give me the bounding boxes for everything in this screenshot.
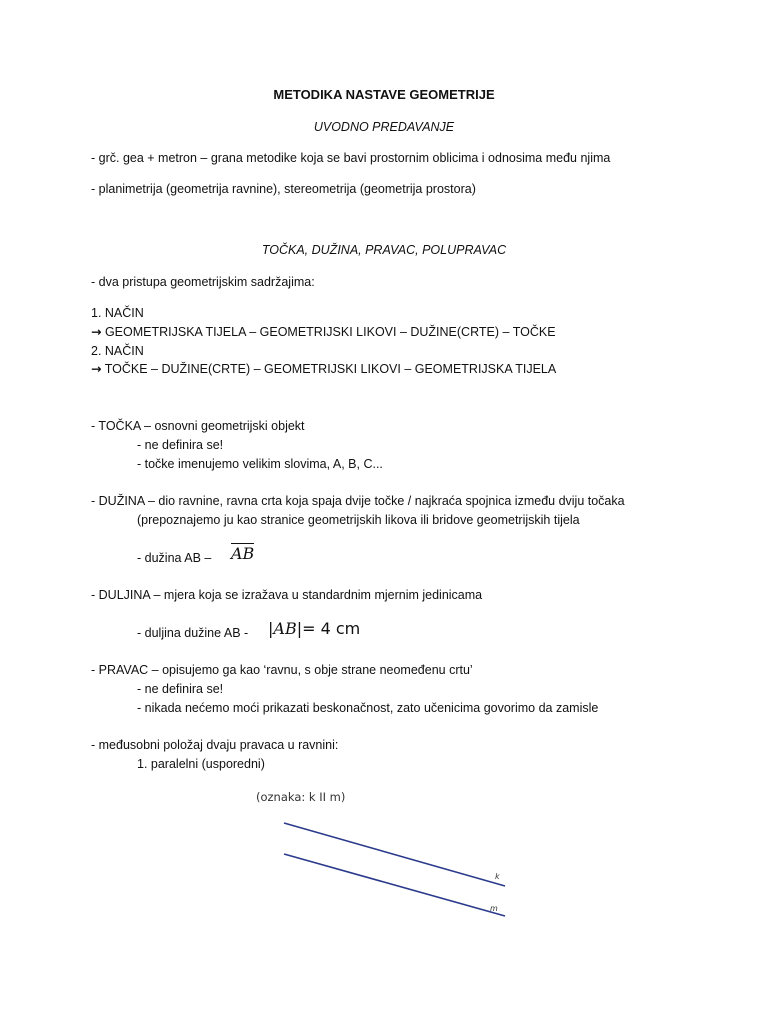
segment-ab-formula: [231, 543, 254, 563]
lecture-subtitle: UVODNO PREDAVANJE: [313, 120, 455, 134]
method1-line: [91, 324, 556, 340]
polozaj-subitem: 1. paralelni (usporedni): [137, 757, 265, 771]
arrow-right-icon: →: [91, 361, 102, 376]
paragraph-planimetry: - planimetrija (geometrija ravnine), stereometrija (geometrija prostora): [91, 182, 476, 196]
pravac-heading: - PRAVAC – opisujemo ga kao ‘ravnu, s obje strane neomeđenu crtu’: [91, 663, 473, 677]
duljina-heading: - DULJINA – mjera koja se izražava u standardnim mjernim jedinicama: [91, 588, 483, 602]
parallel-lines-figure: [240, 782, 540, 932]
tocka-subitem: - točke imenujemo velikim slovima, A, B, C...: [137, 457, 383, 471]
formula-ab: AB: [273, 619, 297, 638]
duzina-subitem: (prepoznajemo ju kao stranice geometrijskih likova ili bridove geometrijskih tijela: [137, 513, 580, 527]
document-title: METODIKA NASTAVE GEOMETRIJE: [273, 87, 495, 102]
formula-value: |= 4 cm: [296, 619, 361, 638]
figure-caption: (oznaka: k II m): [256, 790, 346, 804]
line-k: [284, 823, 505, 886]
polozaj-heading: - međusobni položaj dvaju pravaca u ravnini:: [91, 738, 339, 752]
method1-text: GEOMETRIJSKA TIJELA – GEOMETRIJSKI LIKOVI – DUŽINE(CRTE) – TOČKE: [101, 325, 556, 339]
line-m: [284, 854, 505, 916]
tocka-heading: - TOČKA – osnovni geometrijski objekt: [91, 419, 305, 433]
formula-bar: |: [268, 619, 274, 638]
length-formula: [268, 621, 360, 638]
label-m: m: [490, 904, 498, 913]
duzina-heading: - DUŽINA – dio ravnine, ravna crta koja spaja dvije točke / najkraća spojnica između dviju točaka: [91, 494, 625, 508]
method2-text: TOČKE – DUŽINE(CRTE) – GEOMETRIJSKI LIKOVI – GEOMETRIJSKA TIJELA: [101, 362, 557, 376]
section-subtitle: TOČKA, DUŽINA, PRAVAC, POLUPRAVAC: [261, 243, 507, 257]
method1-label: 1. NAČIN: [91, 306, 144, 320]
pravac-subitem: - ne definira se!: [137, 682, 224, 696]
paragraph-geometry-definition: - grč. gea + metron – grana metodike koja se bavi prostornim oblicima i odnosima među njima: [91, 151, 611, 165]
duzina-ab-label: - dužina AB –: [137, 551, 212, 565]
tocka-subitem: - ne definira se!: [137, 438, 224, 452]
label-k: k: [495, 872, 500, 881]
paragraph-two-approaches: - dva pristupa geometrijskim sadržajima:: [91, 275, 315, 289]
arrow-right-icon: →: [91, 324, 102, 339]
method2-line: [91, 361, 556, 377]
pravac-subitem: - nikada nećemo moći prikazati beskonačnost, zato učenicima govorimo da zamisle: [137, 701, 599, 715]
segment-ab-symbol: AB: [231, 544, 255, 563]
duljina-label: - duljina dužine AB -: [137, 626, 249, 640]
method2-label: 2. NAČIN: [91, 344, 144, 358]
